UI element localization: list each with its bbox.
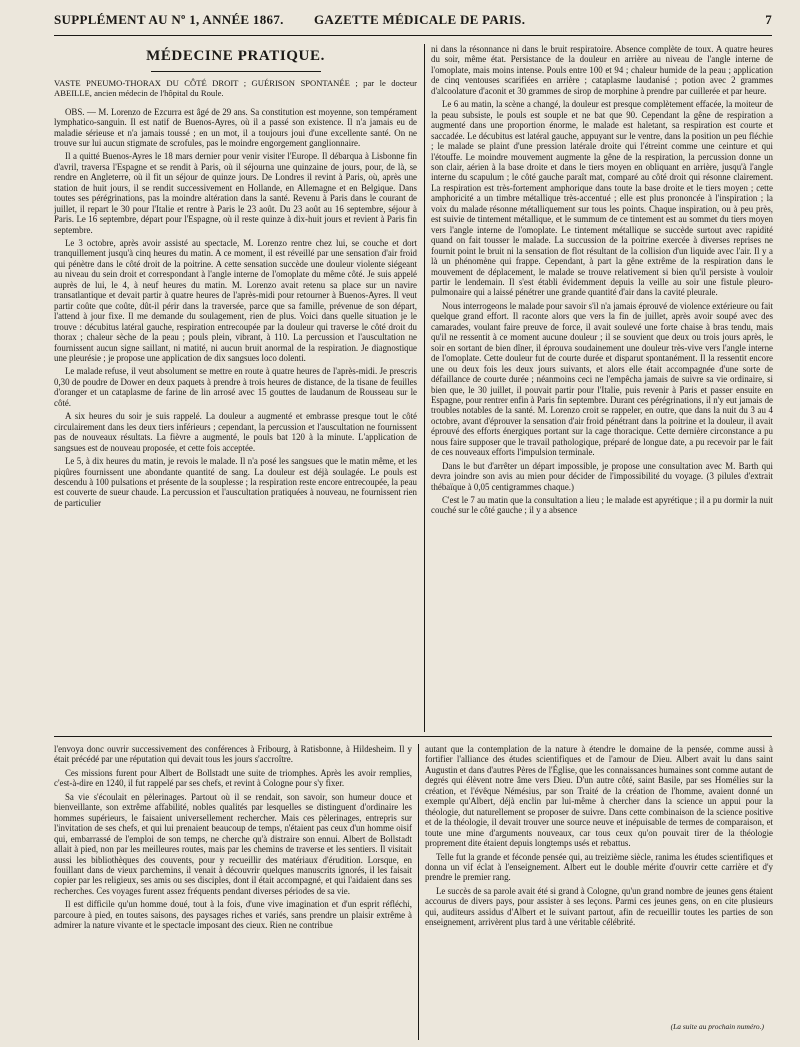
article-paragraph: OBS. — M. Lorenzo de Ezcurra est âgé de 29 ans. Sa constitution est moyenne, son tempérament lymphatico-sanguin. Il est natif de Buenos-Ayres, où il a passé son existence. Il n'a jamais eu de maladie sérieuse et n'a jamais toussé ; en un mot, il a toujours joui d'une excellente santé. On ne trouve sur lui aucun stigmate de scrofules, pas le moindre engorgement ganglionnaire.	[54, 106, 417, 148]
page-number: 7	[765, 12, 772, 27]
title-underline	[151, 71, 321, 72]
feuilleton-right-column	[425, 744, 773, 1020]
feuilleton-paragraph: Telle fut la grande et féconde pensée qui, au treizième siècle, ranima les études scientifiques et donna un vif éclat à l'enseignement. Albert eut le double mérite d'ouvrir cette carrière et d'y prendre le premier rang.	[425, 851, 773, 883]
article-paragraph: Le 5, à dix heures du matin, je revois le malade. Il n'a posé les sangsues que le matin même, et les piqûres fournissent une abondante quantité de sang. La douleur est déjà soulagée. Le pouls est descendu à 100 pulsations et présente de la souplesse ; la respiration reste encore entrecoupée, la peau est couverte de sueur chaude. La percussion et l'auscultation pratiquées à nouveau, ne fournissent rien de particulier	[54, 456, 417, 508]
feuilleton-paragraph: Sa vie s'écoulait en pèlerinages. Partout où il se rendait, son savoir, son humeur douce et bienveillante, son extrême affabilité, nobles qualités par lesquelles se distinguent d'ordinaire les hommes supérieurs, le faisaient universellement rechercher. Mais ces pèlerinages, entrepris sur l'invitation de ses chefs, et qui lui prenaient beaucoup de temps, n'étaient pas ceux d'un homme oisif qui, embarrassé de l'emploi de son temps, ne cherche qu'à distraire son ennui. Albert de Bollstadt allait à pied, non par les meilleures routes, mais par les chemins de traverse et les sentiers. Il visitait aussi les bibliothèques des couvents, pour y recueillir des matériaux d'érudition. Lorsque, en fouillant dans de vieux parchemins, il venait à découvrir quelques manuscrits ignorés, il les faisait copier par les religieux, ses amis ou ses disciples, dont il était accompagné, et qui l'aidaient dans ses recherches. Ces voyages furent assez fréquents pendant diverses périodes de sa vie.	[54, 791, 412, 896]
feuilleton-column-divider	[418, 744, 419, 1040]
article-paragraph: Le 3 octobre, après avoir assisté au spectacle, M. Lorenzo rentre chez lui, se couche et dort tranquillement jusqu'à cinq heures du matin. A ce moment, il est réveillé par une sensation d'air froid qui pénètre dans le côté droit de la poitrine. A cette sensation succède une douleur violente siégeant au niveau du sein droit et correspondant à l'angle interne de l'omoplate du même côté. Je suis appelé auprès de lui, le 4, à neuf heures du matin. M. Lorenzo avait retenu sa place sur un navire transatlantique et devait partir à quatre heures de l'après-midi pour retourner à Buenos-Ayres. Il veut partir coûte que coûte, dût-il périr dans la traversée, parce que sa famille, prévenue de son départ, l'attend à jour fixe. Il me demande du soulagement, rien de plus. Voici dans quelle situation je le trouve : décubitus latéral gauche, respiration entrecoupée par la douleur qui traverse le côté droit du thorax ; chaleur sèche de la peau ; pouls plein, vibrant, à 110. La percussion et l'auscultation ne fournissent aucun signe saillant, ni matité, ni aucun bruit anormal de la respiration. Je diagnostique une pleurésie ; je propose une application de dix sangsues loco dolenti.	[54, 238, 417, 364]
article-right-column	[431, 44, 773, 732]
header-journal-title: GAZETTE MÉDICALE DE PARIS.	[314, 12, 526, 27]
article-subheading: VASTE PNEUMO-THORAX DU CÔTÉ DROIT ; GUÉRISON SPONTANÉE ; par le docteur ABEILLE, ancien médecin de l'hôpital du Roule.	[54, 78, 417, 99]
article-paragraph: Le 6 au matin, la scène a changé, la douleur est presque complètement effacée, la moiteur de la peau subsiste, le pouls est souple et ne bat que 90. Cependant la gêne de respiration a augmenté dans une proportion énorme, le malade est haletant, sa respiration est courte et saccadée. Le décubitus est latéral gauche, appuyant sur le ventre, dans la position un peu fléchie ; le malade se plaint d'une pression latérale droite qui l'étreint comme une ceinture et qui l'étouffe. Le moindre mouvement augmente la gêne de la respiration, la percussion donne un son clair, aérien à la base droite et dans le tiers moyen en obliquant en arrière, jusqu'à l'angle interne du scapulum ; le côté gauche paraît mat, comparé au côté droit qui résonne clairement. La respiration est très-fortement amphorique dans toute la base droite et le tiers moyen ; cette amphoricité a un timbre métallique très-accentué ; elle est plus prononcée à l'inspiration ; la voix du malade résonne métalliquement sur tous les points. Chaque inspiration, ou à peu près, est suivie de tintement métallique, et le summum de ce tintement est au sommet du tiers moyen vers l'angle interne de l'omoplate. Le tintement métallique se succède surtout avec rapidité quand on fait tousser le malade. La succussion de la poitrine exercée à diverses reprises ne fournit point le bruit ni la sensation de flot résultant de la collision d'un liquide avec l'air. Il y a là un phénomène qui frappe. Cependant, à part la gêne extrême de la respiration dans le mouvement de déplacement, le malade se trouve relativement si bien qu'il persiste à vouloir partir le lendemain. Il s'est établi évidemment depuis la veille au soir une fistule pleuro-pulmonaire qui a laissé pénétrer une grande quantité d'air dans la cavité pleurale.	[431, 99, 773, 298]
column-divider	[424, 44, 425, 732]
feuilleton-rule	[54, 736, 772, 737]
article-paragraph: Dans le but d'arrêter un départ impossible, je propose une consultation avec M. Barth qui devra joindre son avis au mien pour décider de l'impossibilité du voyage. (3 pilules d'extrait thébaïque à 0,05 centigrammes chaque.)	[431, 460, 773, 492]
article-paragraph: Il a quitté Buenos-Ayres le 18 mars dernier pour venir visiter l'Europe. Il débarqua à Lisbonne fin d'avril, traversa l'Espagne et se rendit à Paris, où il séjourna une quinzaine de jours, pour, de là, se rendre en Angleterre, où il fit un séjour de quinze jours. De Londres il revint à Paris, où, après une station de huit jours, il se rendit successivement en Hollande, en Allemagne et en Belgique. Dans toutes ses pérégrinations, pas la moindre altération dans la santé. Revenu à Paris dans le courant de juillet, il repart le 30 pour l'Italie et rentre à Paris le 23 août. Du 23 août au 16 septembre, séjour à Paris. Le 16 septembre, départ pour l'Espagne, où il reste quinze à dix-huit jours et revient à Paris fin septembre.	[54, 151, 417, 235]
feuilleton-paragraph: Le succès de sa parole avait été si grand à Cologne, qu'un grand nombre de jeunes gens étaient accourus de divers pays, pour assister à ses leçons. Parmi ces jeunes gens, on en cite plusieurs qui, auditeurs assidus d'Albert et le suivant partout, afin de recueillir toutes les parties de son enseignement, arrivèrent plus tard à une véritable célébrité.	[425, 885, 773, 928]
article-paragraph: C'est le 7 au matin que la consultation a lieu ; le malade est apyrétique ; il a pu dormir la nuit couché sur le côté gauche ; il y a absence	[431, 495, 773, 516]
header-supplement: SUPPLÉMENT AU Nº 1, ANNÉE 1867.	[54, 12, 284, 27]
feuilleton-left-column	[54, 744, 412, 1044]
section-title: MÉDECINE PRATIQUE.	[146, 48, 325, 64]
feuilleton-paragraph: autant que la contemplation de la nature à étendre le domaine de la pensée, comme aussi à fortifier l'alliance des études scientifiques et de l'amour de Dieu. Albert avait lu dans saint Augustin et dans d'autres Pères de l'Église, que les connaissances humaines sont comme autant de degrés qui élèvent notre âme vers Dieu. D'un autre côté, saint Basile, par ses Homélies sur la création, et l'évêque Némésius, par son Traité de la création de l'homme, avaient donné un exemple qu'Albert, déjà enclin par lui-même à chercher dans la science un appui pour la théologie, dut naturellement se proposer de suivre. Dans cette combinaison de la science positive et de la théologie, il devait trouver une source neuve et inépuisable de termes de comparaison, et toute une mine d'arguments nouveaux, car tous ceux qu'on pouvait tirer de la théologie proprement dite étaient depuis longtemps usés et rebattus.	[425, 744, 773, 849]
feuilleton-paragraph: Il est difficile qu'un homme doué, tout à la fois, d'une vive imagination et d'un esprit réfléchi, parcoure à pied, en toutes saisons, des paysages riches et variés, sans prendre un plaisir extrême à admirer la nature vivante et le spectacle imposant des cieux. Rien ne contribue	[54, 899, 412, 931]
header-rule	[54, 35, 772, 36]
running-header	[54, 12, 772, 31]
article-paragraph: Nous interrogeons le malade pour savoir s'il n'a jamais éprouvé de violence extérieure ou fait quelque grand effort. Il raconte alors que vers la fin de juillet, après avoir soupé avec des camarades, voulant faire preuve de force, il avait soulevé une forte chaise à bras tendu, mais qu'il ne ressentit à ce moment aucune douleur ; il se souvient que deux ou trois jours après, le soir en sortant de bien dîner, il éprouva soudainement une douleur très-vive vers l'angle interne de l'omoplate. Cette douleur fut de courte durée et disparut spontanément. Il la ressentit encore une ou deux fois les deux jours suivants, et alors elle était accompagnée d'une sorte de défaillance de courte durée ; néanmoins ceci ne l'empêcha jamais de suivre sa vie ordinaire, si bien que, le 30 juillet, il pouvait partir pour l'Italie, puis revenir à Paris et passer ensuite en Espagne, pour rentrer enfin à Paris fin septembre. Durant ces pérégrinations, il n'y eut jamais de troubles notables de la santé. M. Lorenzo croit se rappeler, en outre, que dans la nuit du 3 au 4 octobre, avant d'éprouver la sensation d'air froid pénétrant dans la poitrine et la douleur, il avait éprouvé des efforts énergiques portant sur la cage thoracique. Cette dernière circonstance a pu nous faire supposer que le travail pathologique, préparé de longue date, a pu recevoir par le fait de ces nouveaux efforts l'impulsion terminale.	[431, 300, 773, 458]
article-paragraph: Le malade refuse, il veut absolument se mettre en route à quatre heures de l'après-midi. Je prescris 0,30 de poudre de Dower en deux paquets à prendre à trois heures de distance, de la tisane de feuilles d'oranger et un cataplasme de farine de lin arrosé avec 15 gouttes de laudanum de Rousseau sur le côté.	[54, 366, 417, 408]
feuilleton-paragraph: l'envoya donc ouvrir successivement des conférences à Fribourg, à Ratisbonne, à Hildesheim. Il y était précédé par une réputation qui devait tous les jours s'accroître.	[54, 744, 412, 765]
feuilleton-paragraph: Ces missions furent pour Albert de Bollstadt une suite de triomphes. Après les avoir remplies, c'est-à-dire en 1240, il fut rappelé par ses chefs, et revint à Cologne pour s'y fixer.	[54, 767, 412, 789]
continuation-note: (La suite au prochain numéro.)	[670, 1022, 764, 1031]
article-paragraph: ni dans la résonnance ni dans le bruit respiratoire. Absence complète de toux. A quatre heures du soir, même état. Persistance de la douleur en arrière au niveau de l'angle interne de l'omoplate, mais moins intense. Pouls entre 100 et 94 ; chaleur humide de la peau ; application de cinq ventouses scarifiées en arrière ; cataplasme laudanisé ; potion avec 2 grammes d'alcoolature d'aconit et 30 grammes de sirop de morphine à prendre par cuillerée et par heure.	[431, 44, 773, 96]
article-left-column	[54, 44, 417, 728]
article-paragraph: A six heures du soir je suis rappelé. La douleur a augmenté et embrasse presque tout le côté circulairement dans les deux tiers inférieurs ; cependant, la percussion et l'auscultation ne fournissent pas de nouveaux résultats. La fièvre a augmenté, le pouls bat 120 à la minute. L'application de sangsues est de nouveau proposée, et cette fois acceptée.	[54, 411, 417, 453]
